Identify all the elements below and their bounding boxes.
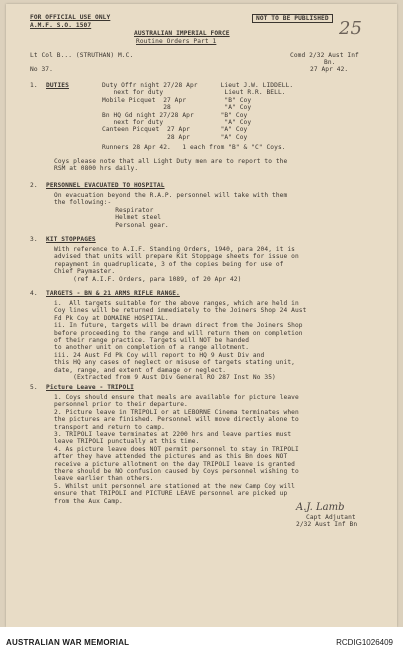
picture-leave-line: transport and return to camp.	[54, 423, 165, 431]
kit-line: Chief Paymaster.	[54, 268, 116, 276]
note-line: Coys please note that all Light Duty men are to report to the	[54, 158, 288, 165]
targets-line: Coy lines will be returned immediately to the Joiners Shop 24 Aust	[54, 307, 307, 315]
targets-line: date, range, and extent of damage or neglect.	[54, 366, 227, 374]
signatory-unit: 2/32 Aust Inf Bn	[296, 521, 358, 528]
document-page	[6, 4, 397, 627]
section-4-number: 4.	[30, 290, 38, 297]
picture-leave-line: 1. Coys should ensure that meals are available for picture leave	[54, 394, 299, 401]
targets-line: (Extracted from 9 Aust Div General RO 287 Inst No 35)	[54, 374, 276, 381]
section-3-title: KIT STOPPAGES	[46, 236, 96, 243]
picture-leave-line: from the Aux Camp.	[54, 497, 123, 505]
publish-caveat-stamp: NOT TO BE PUBLISHED	[252, 14, 333, 23]
section-2-number: 2.	[30, 182, 38, 189]
section-4-title: TARGETS - BN & 21 ARMS RIFLE RANGE.	[46, 290, 180, 297]
duty-line: 28 Apr "A" Coy	[102, 133, 248, 141]
picture-leave-line: leave TRIPOLI punctually at this time.	[54, 438, 200, 446]
kit-line: (ref A.I.F. Orders, para 1089, of 20 Apr 42)	[54, 275, 242, 283]
document-title: AUSTRALIAN IMPERIAL FORCE	[134, 30, 230, 37]
archive-footer	[0, 627, 403, 654]
duty-line: 28 "A" Coy	[102, 104, 252, 112]
section-3-number: 3.	[30, 236, 38, 243]
signature: A.J. Lamb	[296, 502, 345, 513]
unit-suffix: Bn.	[324, 59, 336, 66]
kit-line: With reference to A.I.F. Standing Orders, 1940, para 204, it is	[54, 246, 295, 253]
hospital-line: Helmet steel	[54, 214, 162, 222]
commanding-unit: Comd 2/32 Aust Inf	[290, 52, 359, 59]
targets-line: of their range practice. Targets will NOT be handed	[54, 337, 250, 344]
picture-leave-line: 5. Whilst unit personnel are stationed at the new Camp Coy will	[54, 482, 295, 490]
security-caveat: FOR OFFICIAL USE ONLY	[30, 14, 111, 21]
signatory-rank: Capt Adjutant	[306, 514, 356, 521]
picture-leave-line: 3. TRIPOLI leave terminates at 2200 hrs and leave parties must	[54, 431, 292, 438]
picture-leave-line: receive a picture allotment on the day TRIPOLI leave is granted	[54, 460, 295, 468]
targets-line: ii. In future, targets will be drawn direct from the Joiners Shop	[54, 322, 303, 330]
issued-by: Lt Col B... (STRUTHAN) M.C.	[30, 52, 134, 59]
section-5-number: 5.	[30, 384, 38, 391]
section-2-title: PERSONNEL EVACUATED TO HOSPITAL	[46, 182, 165, 189]
note-line: RSM at 0800 hrs daily.	[54, 165, 139, 173]
section-1-number: 1.	[30, 82, 38, 89]
section-5-title: Picture Leave - TRIPOLI	[46, 384, 134, 391]
runners-line: Runners 28 Apr 42. 1 each from "B" & "C" Coys.	[102, 144, 286, 151]
picture-leave-line: 4. As picture leave does NOT permit personnel to stay in TRIPOLI	[54, 445, 299, 453]
archive-name: AUSTRALIAN WAR MEMORIAL	[6, 638, 130, 647]
hospital-line: On evacuation beyond the R.A.P. personnel will take with them	[54, 192, 288, 199]
targets-line: this HQ any cases of neglect or misuse of targets stating unit,	[54, 359, 295, 367]
targets-line: to another unit on completion of a range allotment.	[54, 344, 250, 352]
targets-line: before proceeding to the range and will return them on completion	[54, 329, 303, 337]
duty-line: Bn HQ Gd night 27/28 Apr "B" Coy	[102, 111, 248, 119]
document-subtitle: Routine Orders Part 1	[136, 38, 217, 45]
hospital-line: Personal gear.	[54, 221, 169, 229]
picture-leave-line: personnel prior to their departure.	[54, 401, 188, 409]
picture-leave-line: after they have attended the pictures and as this Bn does NOT	[54, 453, 288, 461]
targets-line: Fd Pk Coy at DOMAINE HOSPITAL.	[54, 314, 169, 322]
duty-line: next for duty "A" Coy	[102, 119, 252, 126]
picture-leave-line: the pictures are finished. Personnel will move directly alone to	[54, 416, 299, 424]
duty-line: Duty Offr night 27/28 Apr Lieut J.W. LIDDELL.	[102, 82, 294, 89]
picture-leave-line: there should be NO confusion caused by Coys personnel wishing to	[54, 468, 299, 475]
duty-line: next for duty Lieut R.R. BELL.	[102, 89, 286, 97]
picture-leave-line: 2. Picture leave in TRIPOLI or at LEBORNE Cinema terminates when	[54, 408, 299, 416]
kit-line: repayment in quadruplicate, 3 of the copies being for use of	[54, 260, 284, 268]
targets-line: i. All targets suitable for the above ranges, which are held in	[54, 300, 299, 307]
picture-leave-line: ensure that TRIPOLI and PICTURE LEAVE personnel are picked up	[54, 490, 288, 498]
record-id: RCDIG1026409	[336, 638, 393, 647]
hospital-line: the following:-	[54, 199, 112, 207]
duty-line: Mobile Picquet 27 Apr "B" Coy	[102, 96, 252, 104]
form-number: A.M.F. S.O. 1507	[30, 22, 92, 29]
handwritten-folio-number: 25	[339, 18, 362, 39]
targets-line: iii. 24 Aust Fd Pk Coy will report to HQ 9 Aust Div and	[54, 351, 265, 359]
section-1-title: DUTIES	[46, 82, 69, 89]
order-date: 27 Apr 42.	[310, 66, 349, 73]
kit-line: advised that units will prepare Kit Stoppage sheets for issue on	[54, 253, 299, 261]
duty-line: Canteen Picquet 27 Apr "A" Coy	[102, 126, 248, 134]
order-number: No 37.	[30, 66, 53, 73]
picture-leave-line: leave earlier than others.	[54, 475, 154, 483]
hospital-line: Respirator	[54, 206, 154, 214]
